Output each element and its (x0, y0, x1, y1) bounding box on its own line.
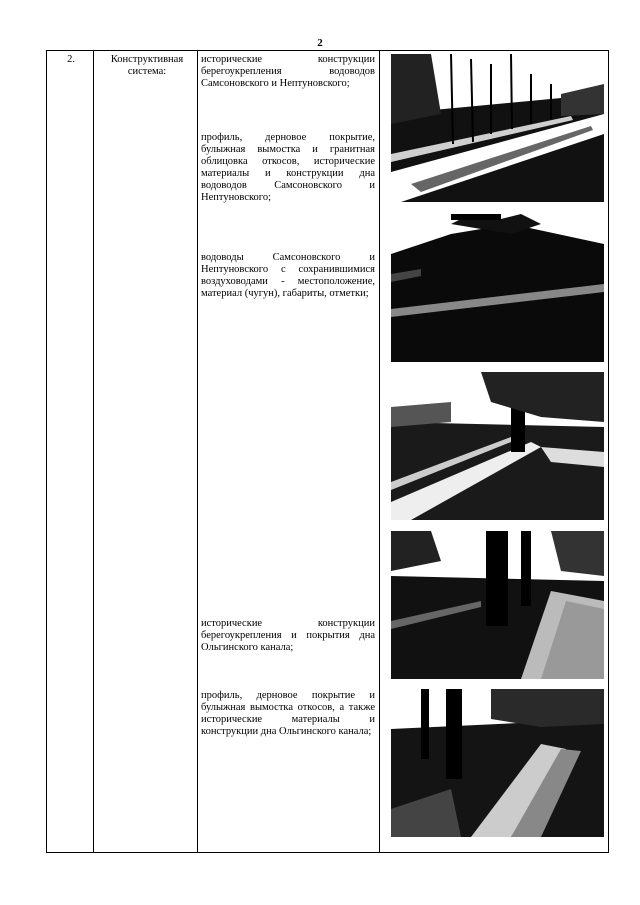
column-divider (197, 51, 198, 852)
description-item: профиль, дерновое покрытие, булыжная вымостка и гранитная облицовка откосов, исторические материалы и конструкции дна водоводов Самсоновского и Нептуновского; (201, 132, 375, 203)
monument-elements-table (46, 50, 609, 853)
description-item: исторические конструкции берегоукрепления и покрытия дна Ольгинского канала; (201, 618, 375, 653)
canal-photo (391, 689, 604, 837)
canal-photo (391, 372, 604, 520)
column-divider (93, 51, 94, 852)
canal-photo (391, 214, 604, 362)
canal-photo (391, 531, 604, 679)
section-name: Конструктивная система: (110, 54, 184, 77)
description-item: водоводы Самсоновского и Нептуновского с сохранившимися воздуховодами - местоположение, материал (чугун), габариты, отметки; (201, 252, 375, 299)
column-divider (379, 51, 380, 852)
description-item: исторические конструкции берегоукрепления водоводов Самсоновского и Нептуновского; (201, 54, 375, 89)
page-number: 2 (317, 37, 323, 49)
row-number: 2. (67, 54, 75, 65)
description-item: профиль, дерновое покрытие и булыжная вымостка откосов, а также исторические материалы и конструкции дна Ольгинского канала; (201, 690, 375, 737)
canal-photo (391, 54, 604, 202)
